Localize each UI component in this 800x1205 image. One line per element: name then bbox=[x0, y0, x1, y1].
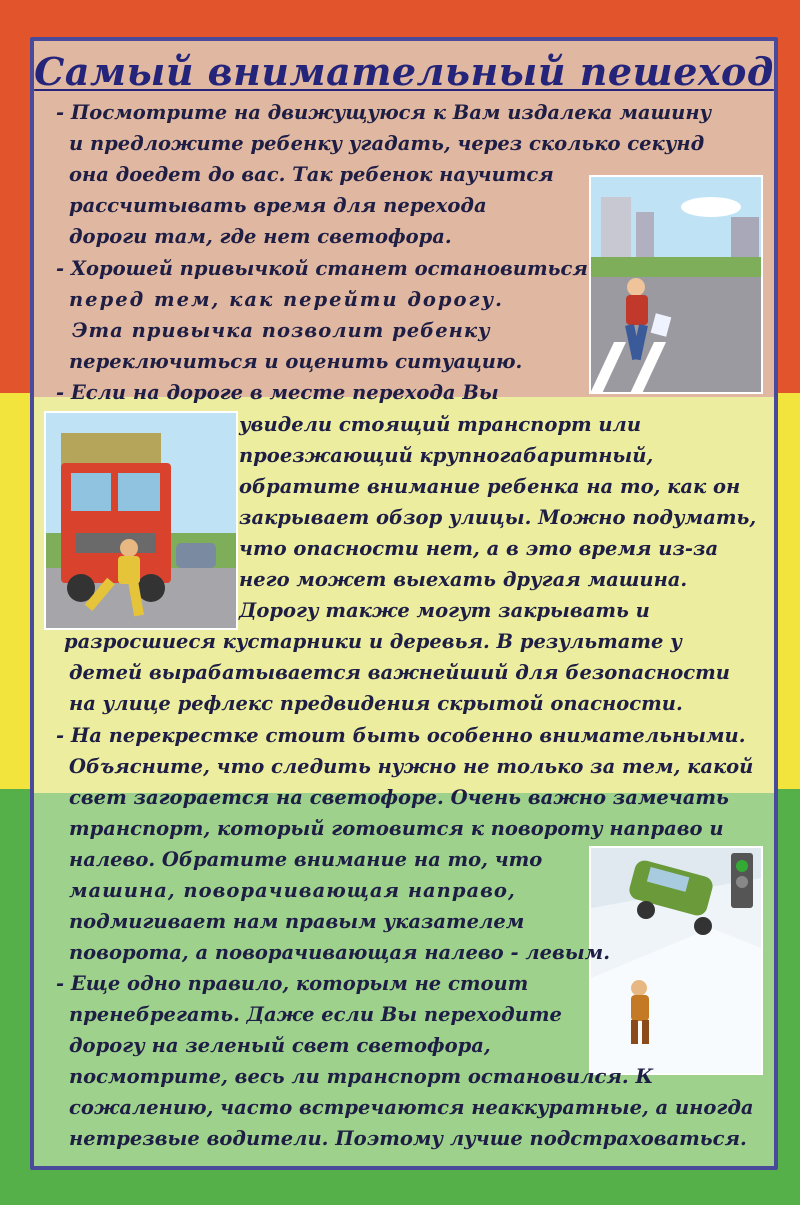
text-line: транспорт, который готовится к повороту направо и bbox=[69, 817, 724, 840]
text-line: перед тем, как перейти дорогу. bbox=[69, 288, 504, 311]
poster-title: Самый внимательный пешеход bbox=[34, 49, 774, 94]
text-line: обратите внимание ребенка на то, как он bbox=[239, 475, 741, 498]
text-line: дороги там, где нет светофора. bbox=[69, 225, 452, 248]
text-line: сожалению, часто встречаются неаккуратные, а иногда bbox=[69, 1096, 754, 1119]
text-line: Дорогу также могут закрывать и bbox=[239, 599, 650, 622]
text-line: посмотрите, весь ли транспорт остановился. К bbox=[69, 1065, 654, 1088]
text-line: пренебрегать. Даже если Вы переходите bbox=[69, 1003, 562, 1026]
text-line: - Если на дороге в месте перехода Вы bbox=[56, 381, 499, 404]
text-line: - На перекрестке стоит быть особенно внимательными. bbox=[56, 724, 746, 747]
poster-panel bbox=[30, 37, 778, 1170]
text-line: - Хорошей привычкой станет остановиться bbox=[56, 257, 588, 280]
text-line: увидели стоящий транспорт или bbox=[239, 413, 642, 436]
text-line: машина, поворачивающая направо, bbox=[69, 879, 516, 902]
text-line: свет загорается на светофоре. Очень важно замечать bbox=[69, 786, 729, 809]
text-line: детей вырабатывается важнейший для безопасности bbox=[69, 661, 730, 684]
text-line: Эта привычка позволит ребенку bbox=[72, 319, 491, 342]
text-line: дорогу на зеленый свет светофора, bbox=[69, 1034, 491, 1057]
car-turning-illustration bbox=[589, 846, 763, 1075]
text-line: нетрезвые водители. Поэтому лучше подстраховаться. bbox=[69, 1127, 747, 1150]
text-line: Объясните, что следить нужно не только за тем, какой bbox=[69, 755, 754, 778]
text-line: что опасности нет, а в это время из-за bbox=[239, 537, 719, 560]
text-line: налево. Обратите внимание на то, что bbox=[69, 848, 543, 871]
text-line: закрывает обзор улицы. Можно подумать, bbox=[239, 506, 757, 529]
text-line: она доедет до вас. Так ребенок научится bbox=[69, 163, 554, 186]
text-line: рассчитывать время для перехода bbox=[69, 194, 487, 217]
text-line: него может выехать другая машина. bbox=[239, 568, 688, 591]
text-line: поворота, а поворачивающая налево - левым. bbox=[69, 941, 610, 964]
boy-crossing-illustration bbox=[589, 175, 763, 394]
text-line: проезжающий крупногабаритный, bbox=[239, 444, 654, 467]
text-line: - Посмотрите на движущуюся к Вам издалека машину bbox=[56, 101, 712, 124]
text-line: - Еще одно правило, которым не стоит bbox=[56, 972, 529, 995]
text-line: и предложите ребенку угадать, через сколько секунд bbox=[69, 132, 705, 155]
text-line: переключиться и оценить ситуацию. bbox=[69, 350, 523, 373]
text-line: разросшиеся кустарники и деревья. В результате у bbox=[64, 630, 682, 653]
truck-illustration bbox=[44, 411, 238, 630]
text-line: подмигивает нам правым указателем bbox=[69, 910, 525, 933]
text-line: на улице рефлекс предвидения скрытой опасности. bbox=[69, 692, 683, 715]
